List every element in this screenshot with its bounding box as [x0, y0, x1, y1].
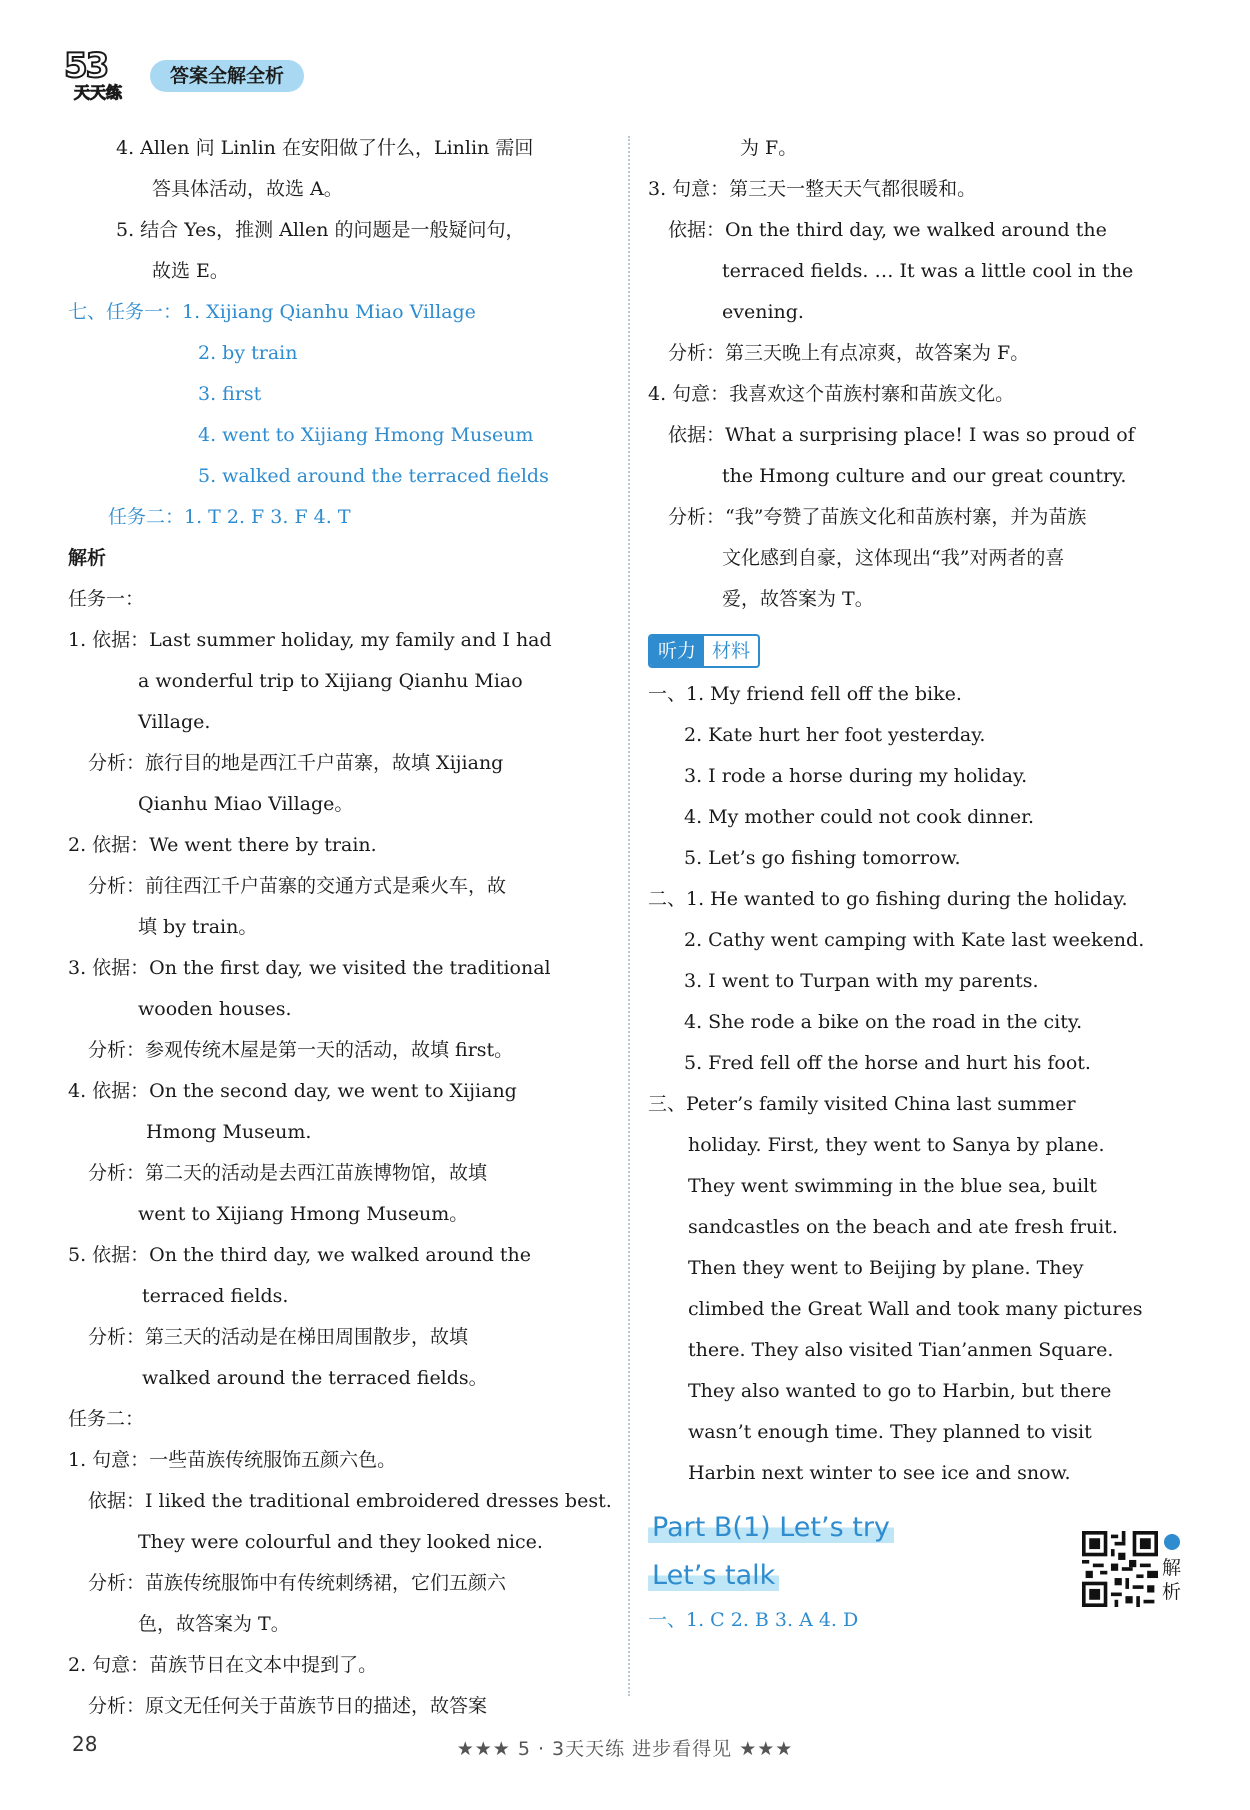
text-line: 故选 E。 — [152, 260, 229, 282]
text-line: the Hmong culture and our great country. — [722, 465, 1127, 487]
text-line: Village. — [138, 711, 211, 733]
part-answers: 一、1. C 2. B 3. A 4. D — [648, 1609, 859, 1631]
qr-code-icon[interactable] — [1082, 1531, 1158, 1607]
text-line: 依据：I liked the traditional embroidered dresses best. — [88, 1490, 612, 1512]
text-line: 4. 依据：On the second day, we went to Xijiang — [68, 1080, 517, 1102]
text-line: Then they went to Beijing by plane. They — [688, 1257, 1084, 1279]
text-line: 分析：苗族传统服饰中有传统刺绣裙，它们五颜六 — [88, 1572, 507, 1594]
text-line: wasn’t enough time. They planned to visit — [688, 1421, 1092, 1443]
text-line: holiday. First, they went to Sanya by plane. — [688, 1134, 1105, 1156]
text-line: 七、任务一：1. Xijiang Qianhu Miao Village — [68, 301, 476, 323]
text-line: evening. — [722, 301, 804, 323]
footer-slogan: ★★★ 5 · 3天天练 进步看得见 ★★★ — [456, 1738, 794, 1760]
text-line: went to Xijiang Hmong Museum。 — [138, 1203, 469, 1225]
text-line: walked around the terraced fields。 — [142, 1367, 488, 1389]
text-line: 2. by train — [198, 342, 298, 364]
text-line: 任务二：1. T 2. F 3. F 4. T — [108, 506, 351, 528]
text-line: 5. Fred fell off the horse and hurt his foot. — [684, 1052, 1091, 1074]
text-line: 一、1. My friend fell off the bike. — [648, 683, 962, 705]
text-line: 色，故答案为 T。 — [138, 1613, 290, 1635]
text-line: 分析：旅行目的地是西江千户苗寨，故填 Xijiang — [88, 752, 504, 774]
text-line: Hmong Museum. — [146, 1121, 312, 1143]
text-line: 1. 依据：Last summer holiday, my family and I had — [68, 629, 552, 651]
qr-label: 解析 — [1162, 1557, 1182, 1603]
text-line: 二、1. He wanted to go fishing during the holiday. — [648, 888, 1128, 910]
text-line: 3. first — [198, 383, 262, 405]
text-line: 爱，故答案为 T。 — [722, 588, 874, 610]
right-column — [648, 128, 1188, 1641]
text-line: 3. I went to Turpan with my parents. — [684, 970, 1039, 992]
right-answers — [648, 128, 1188, 620]
text-line: climbed the Great Wall and took many pictures — [688, 1298, 1143, 1320]
text-line: wooden houses. — [138, 998, 292, 1020]
text-line: Harbin next winter to see ice and snow. — [688, 1462, 1071, 1484]
text-line: 3. 句意：第三天一整天天气都很暖和。 — [648, 178, 977, 200]
listening-material — [648, 674, 1188, 1494]
text-line: 依据：On the third day, we walked around the — [668, 219, 1107, 241]
logo-sub: 天天练 — [74, 83, 123, 102]
text-line: 5. walked around the terraced fields — [198, 465, 549, 487]
text-line: 5. 结合 Yes，推测 Allen 的问题是一般疑问句， — [116, 219, 525, 241]
listening-heading — [648, 630, 1188, 674]
text-line: terraced fields. … It was a little cool in the — [722, 260, 1134, 282]
text-line: 5. 依据：On the third day, we walked around the — [68, 1244, 532, 1266]
text-line: 2. 句意：苗族节日在文本中提到了。 — [68, 1654, 378, 1676]
material-tag-label: 材料 — [712, 640, 751, 662]
logo-main: 53 — [64, 46, 108, 86]
text-line: They also wanted to go to Harbin, but there — [688, 1380, 1112, 1402]
lets-talk-text: Let’s talk — [648, 1560, 779, 1591]
text-line: there. They also visited Tian’anmen Square. — [688, 1339, 1114, 1361]
text-line: 分析：前往西江千户苗寨的交通方式是乘火车，故 — [88, 875, 507, 897]
text-line: 3. 依据：On the first day, we visited the traditional — [68, 957, 551, 979]
text-line: 分析：“我”夸赞了苗族文化和苗族村寨，并为苗族 — [668, 506, 1087, 528]
brand-logo — [62, 46, 142, 102]
text-line: 4. 句意：我喜欢这个苗族村寨和苗族文化。 — [648, 383, 1015, 405]
column-divider — [628, 136, 630, 1696]
text-line: 分析：参观传统木屋是第一天的活动，故填 first。 — [88, 1039, 514, 1061]
text-line: 文化感到自豪，这体现出“我”对两者的喜 — [722, 547, 1065, 569]
text-line: 4. She rode a bike on the road in the city. — [684, 1011, 1083, 1033]
text-line: They were colourful and they looked nice. — [138, 1531, 543, 1553]
text-line: 4. My mother could not cook dinner. — [684, 806, 1035, 828]
text-line: 解析 — [68, 547, 107, 569]
text-line: 任务一： — [68, 588, 145, 610]
left-column — [68, 128, 612, 1727]
text-line: 答具体活动，故选 A。 — [152, 178, 343, 200]
text-line: 分析：原文无任何关于苗族节日的描述，故答案 — [88, 1695, 488, 1717]
part-title-text: Part B(1) Let’s try — [648, 1512, 894, 1543]
play-icon[interactable] — [1164, 1534, 1180, 1550]
listening-tag — [648, 634, 760, 668]
text-line: 分析：第三天的活动是在梯田周围散步，故填 — [88, 1326, 469, 1348]
text-line: 填 by train。 — [138, 916, 258, 938]
text-line: 3. I rode a horse during my holiday. — [684, 765, 1028, 787]
section-badge: 答案全解全析 — [150, 60, 304, 92]
page-number: 28 — [72, 1732, 98, 1756]
text-line: 2. Cathy went camping with Kate last weekend. — [684, 929, 1145, 951]
listening-tag-label: 听力 — [650, 636, 704, 666]
text-line: 依据：What a surprising place! I was so proud of — [668, 424, 1135, 446]
text-line: They went swimming in the blue sea, built — [688, 1175, 1097, 1197]
text-line: 2. 依据：We went there by train. — [68, 834, 377, 856]
text-line: 为 F。 — [740, 137, 798, 159]
text-line: 三、Peter’s family visited China last summer — [648, 1093, 1076, 1115]
page-footer — [0, 1732, 1250, 1762]
text-line: terraced fields. — [142, 1285, 289, 1307]
text-line: Qianhu Miao Village。 — [138, 793, 354, 815]
text-line: 4. went to Xijiang Hmong Museum — [198, 424, 534, 446]
text-line: 任务二： — [68, 1408, 145, 1430]
text-line: 1. 句意：一些苗族传统服饰五颜六色。 — [68, 1449, 397, 1471]
text-line: 5. Let’s go fishing tomorrow. — [684, 847, 961, 869]
text-line: 4. Allen 问 Linlin 在安阳做了什么，Linlin 需回 — [116, 137, 534, 159]
text-line: 分析：第二天的活动是去西江苗族博物馆，故填 — [88, 1162, 488, 1184]
text-line: 分析：第三天晚上有点凉爽，故答案为 F。 — [668, 342, 1030, 364]
text-line: sandcastles on the beach and ate fresh fruit. — [688, 1216, 1118, 1238]
text-line: 2. Kate hurt her foot yesterday. — [684, 724, 986, 746]
text-line: a wonderful trip to Xijiang Qianhu Miao — [138, 670, 523, 692]
